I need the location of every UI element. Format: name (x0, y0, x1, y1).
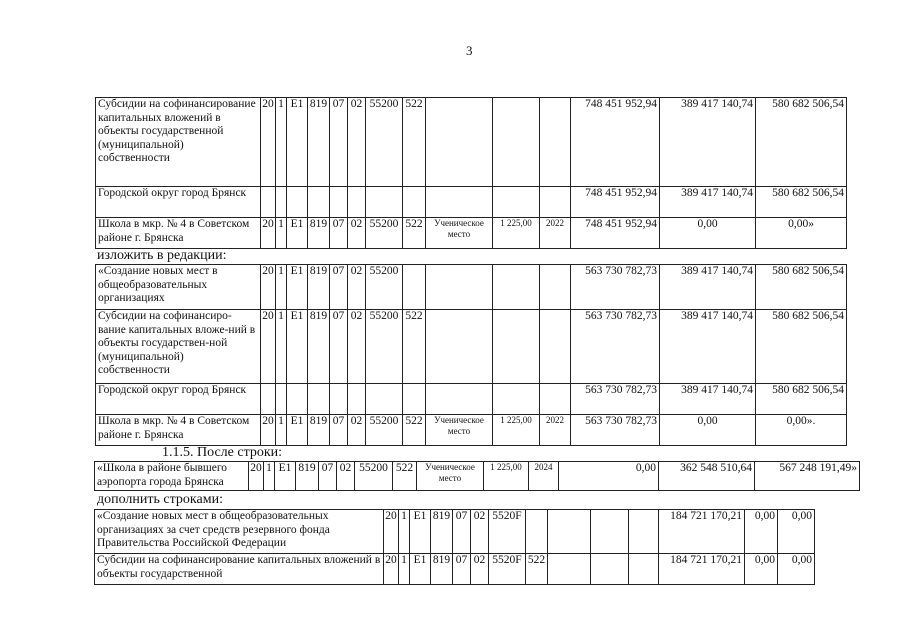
cell-row-name: Школа в мкр. № 4 в Советском районе г. Брянска (96, 415, 261, 446)
table-row (96, 415, 847, 446)
cell-code-subsection: 02 (337, 462, 355, 491)
cell-code-pp: 1 (264, 462, 275, 491)
cell-quantity (493, 384, 540, 415)
cell-code-expense-type: 522 (526, 554, 548, 585)
page-number: 3 (466, 43, 473, 58)
cell-amount-year-1: 184 721 170,21 (659, 510, 745, 554)
cell-unit (426, 265, 493, 310)
cell-code-gp: 20 (261, 218, 276, 249)
cell-row-name: Субсидии на софинансиро-вание капитальных вложе-ний в объекты государствен-ной (муниципальной) собственности (96, 310, 261, 384)
cell-amount-year-2: 0,00 (660, 415, 756, 446)
budget-table-added-rows (94, 509, 815, 585)
cell-code-expense-type (403, 265, 426, 310)
cell-code-project: E1 (287, 98, 308, 187)
cell-year (629, 510, 659, 554)
cell-code-grbs: 819 (308, 218, 330, 249)
cell-code-project: E1 (275, 462, 296, 491)
cell-amount-year-2: 389 417 140,74 (660, 310, 756, 384)
cell-code-target: 55200 (366, 98, 403, 187)
cell-code-project: E1 (287, 415, 308, 446)
cell-unit: Ученическое место (426, 218, 493, 249)
cell-quantity (493, 265, 540, 310)
cell-code-pp: 1 (276, 265, 287, 310)
cell-code-target: 55200 (366, 265, 403, 310)
cell-code-pp: 1 (276, 218, 287, 249)
cell-code-pp: 1 (399, 510, 410, 554)
label-after: 1.1.5. После строки: (162, 445, 283, 460)
cell-amount-year-2: 389 417 140,74 (660, 265, 756, 310)
cell-code-section: 07 (319, 462, 337, 491)
cell-quantity (591, 510, 629, 554)
cell-amount-year-1: 563 730 782,73 (571, 384, 660, 415)
cell-unit (426, 187, 493, 218)
cell-code-project: E1 (287, 218, 308, 249)
cell-year (540, 310, 571, 384)
cell-unit: Ученическое место (417, 462, 484, 491)
cell-amount-year-1: 748 451 952,94 (571, 187, 660, 218)
cell-code-gp (261, 187, 276, 218)
cell-unit (548, 554, 591, 585)
cell-row-name: Школа в мкр. № 4 в Советском районе г. Брянска (96, 218, 261, 249)
cell-amount-year-3: 0,00». (756, 415, 847, 446)
table-row (96, 310, 847, 384)
cell-row-name: Городской округ город Брянск (96, 384, 261, 415)
cell-amount-year-1: 563 730 782,73 (571, 265, 660, 310)
cell-quantity (493, 187, 540, 218)
cell-year: 2022 (540, 415, 571, 446)
cell-code-target: 55200 (366, 415, 403, 446)
table-row (95, 462, 860, 491)
table-row (95, 554, 815, 585)
cell-code-target: 5520F (489, 510, 526, 554)
cell-row-name: Субсидии на софинансирование капитальных вложений в объекты государственной (95, 554, 384, 585)
cell-row-name: «Создание новых мест в общеобразовательных организациях (96, 265, 261, 310)
cell-code-subsection: 02 (348, 265, 366, 310)
cell-quantity: 1 225,00 (493, 415, 540, 446)
cell-code-grbs: 819 (308, 415, 330, 446)
label-add: дополнить строками: (97, 492, 223, 507)
cell-amount-year-3: 0,00 (778, 554, 815, 585)
cell-year (629, 554, 659, 585)
cell-code-subsection: 02 (348, 310, 366, 384)
cell-code-project (287, 384, 308, 415)
cell-code-gp (261, 384, 276, 415)
cell-code-gp: 20 (384, 510, 399, 554)
cell-row-name: «Создание новых мест в общеобразовательных организациях за счет средств резервного фонда Правительства Российской Федерации (95, 510, 384, 554)
cell-code-target: 5520F (489, 554, 526, 585)
cell-row-name: Городской округ город Брянск (96, 187, 261, 218)
table-row (96, 218, 847, 249)
cell-unit (426, 310, 493, 384)
cell-code-expense-type: 522 (403, 218, 426, 249)
cell-code-target (366, 384, 403, 415)
cell-amount-year-2: 0,00 (660, 218, 756, 249)
cell-code-section (330, 187, 348, 218)
cell-code-project: E1 (410, 510, 431, 554)
cell-amount-year-2: 389 417 140,74 (660, 187, 756, 218)
cell-unit (426, 98, 493, 187)
cell-amount-year-1: 0,00 (559, 462, 659, 491)
cell-code-gp: 20 (261, 415, 276, 446)
cell-code-pp (276, 187, 287, 218)
cell-amount-year-1: 184 721 170,21 (659, 554, 745, 585)
cell-code-pp: 1 (276, 310, 287, 384)
cell-unit: Ученическое место (426, 415, 493, 446)
cell-code-expense-type: 522 (403, 415, 426, 446)
cell-unit (426, 384, 493, 415)
cell-code-expense-type (403, 187, 426, 218)
cell-year (540, 98, 571, 187)
cell-code-pp: 1 (399, 554, 410, 585)
cell-code-project: E1 (410, 554, 431, 585)
cell-code-section: 07 (330, 265, 348, 310)
cell-code-section: 07 (330, 415, 348, 446)
cell-amount-year-3: 580 682 506,54 (756, 310, 847, 384)
cell-code-section (330, 384, 348, 415)
cell-year (540, 187, 571, 218)
cell-code-grbs (308, 187, 330, 218)
cell-year: 2022 (540, 218, 571, 249)
cell-amount-year-3: 567 248 191,49» (755, 462, 860, 491)
cell-year (540, 265, 571, 310)
cell-amount-year-2: 362 548 510,64 (659, 462, 755, 491)
cell-amount-year-3: 0,00» (756, 218, 847, 249)
cell-code-expense-type (526, 510, 548, 554)
cell-code-target: 55200 (366, 310, 403, 384)
cell-quantity (493, 98, 540, 187)
budget-table-reference-row (94, 461, 860, 491)
cell-amount-year-3: 580 682 506,54 (756, 187, 847, 218)
cell-unit (548, 510, 591, 554)
cell-code-grbs: 819 (308, 310, 330, 384)
cell-code-target: 55200 (355, 462, 393, 491)
cell-amount-year-1: 563 730 782,73 (571, 415, 660, 446)
cell-code-grbs: 819 (308, 265, 330, 310)
cell-code-project: E1 (287, 265, 308, 310)
table-row (96, 265, 847, 310)
cell-amount-year-3: 580 682 506,54 (756, 384, 847, 415)
cell-code-subsection: 02 (348, 415, 366, 446)
cell-quantity: 1 225,00 (484, 462, 529, 491)
cell-code-pp (276, 384, 287, 415)
cell-code-subsection: 02 (348, 218, 366, 249)
cell-year: 2024 (529, 462, 559, 491)
cell-code-grbs: 819 (431, 510, 453, 554)
cell-code-subsection: 02 (348, 98, 366, 187)
cell-code-grbs (308, 384, 330, 415)
cell-code-section: 07 (330, 310, 348, 384)
cell-code-subsection (348, 187, 366, 218)
cell-row-name: «Школа в районе бывшего аэропорта города Брянска (95, 462, 249, 491)
cell-code-expense-type: 522 (403, 310, 426, 384)
cell-amount-year-2: 0,00 (745, 510, 778, 554)
cell-quantity (591, 554, 629, 585)
cell-amount-year-3: 580 682 506,54 (756, 98, 847, 187)
cell-amount-year-1: 748 451 952,94 (571, 218, 660, 249)
table-row (96, 98, 847, 187)
cell-amount-year-2: 389 417 140,74 (660, 384, 756, 415)
cell-code-grbs: 819 (431, 554, 453, 585)
cell-amount-year-3: 0,00 (778, 510, 815, 554)
cell-code-expense-type: 522 (403, 98, 426, 187)
table-row (96, 384, 847, 415)
cell-quantity (493, 310, 540, 384)
cell-code-gp: 20 (261, 98, 276, 187)
cell-code-section: 07 (330, 218, 348, 249)
cell-code-project: E1 (287, 310, 308, 384)
cell-year (540, 384, 571, 415)
cell-code-subsection (348, 384, 366, 415)
cell-amount-year-3: 580 682 506,54 (756, 265, 847, 310)
cell-code-section: 07 (330, 98, 348, 187)
cell-quantity: 1 225,00 (493, 218, 540, 249)
cell-code-expense-type (403, 384, 426, 415)
cell-code-expense-type: 522 (393, 462, 417, 491)
cell-code-section: 07 (453, 510, 471, 554)
cell-code-section: 07 (453, 554, 471, 585)
cell-code-pp: 1 (276, 98, 287, 187)
budget-table-original (95, 97, 847, 249)
budget-table-edited (95, 264, 847, 446)
cell-code-gp: 20 (261, 265, 276, 310)
cell-code-subsection: 02 (471, 510, 489, 554)
cell-code-grbs: 819 (308, 98, 330, 187)
cell-amount-year-1: 563 730 782,73 (571, 310, 660, 384)
cell-code-pp: 1 (276, 415, 287, 446)
cell-code-target (366, 187, 403, 218)
cell-amount-year-1: 748 451 952,94 (571, 98, 660, 187)
cell-code-subsection: 02 (471, 554, 489, 585)
cell-code-gp: 20 (249, 462, 264, 491)
label-edit: изложить в редакции: (97, 248, 227, 263)
table-row (96, 187, 847, 218)
table-row (95, 510, 815, 554)
cell-code-grbs: 819 (296, 462, 319, 491)
cell-code-target: 55200 (366, 218, 403, 249)
cell-code-gp: 20 (384, 554, 399, 585)
cell-code-project (287, 187, 308, 218)
cell-amount-year-2: 389 417 140,74 (660, 98, 756, 187)
cell-amount-year-2: 0,00 (745, 554, 778, 585)
cell-code-gp: 20 (261, 310, 276, 384)
cell-row-name: Субсидии на софинансирование капитальных вложений в объекты государственной (муниципальной) собственности (96, 98, 261, 187)
